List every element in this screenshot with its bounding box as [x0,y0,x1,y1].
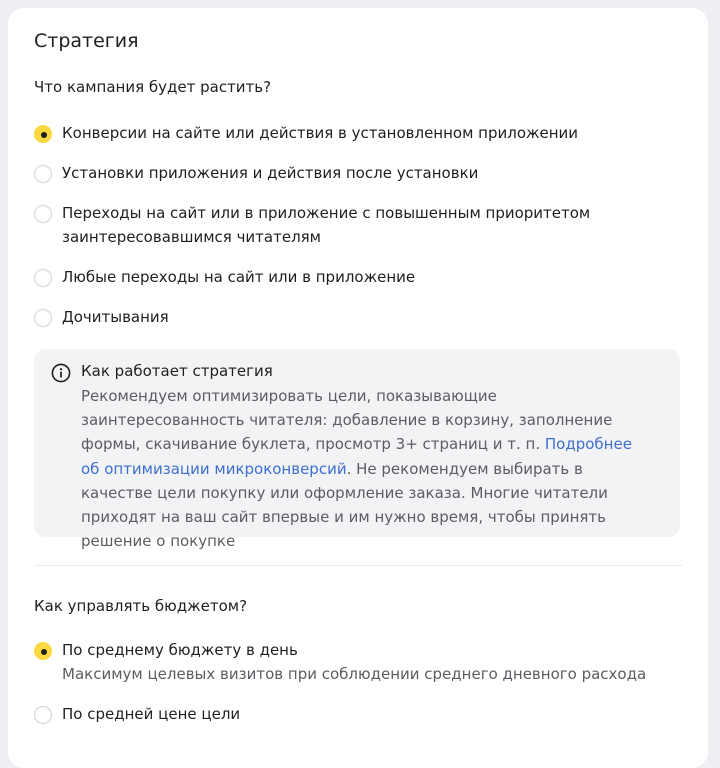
radio-label: По среднему бюджету в день [62,641,298,659]
microconversions-link[interactable]: Подробнее об оптимизации микроконверсий [81,435,632,478]
radio-option-any-clicks[interactable] [34,268,684,289]
info-text [81,384,650,553]
strategy-info-box [34,349,680,551]
card-title: Стратегия [34,30,139,52]
radio-option-app-installs[interactable] [34,164,684,185]
section-divider [34,565,682,566]
info-text-end: . Не рекомендуем выбирать в качестве цели покупку или оформление заказа. Многие читатели приходят на ваш сайт впервые и им нужно время, чтобы принять решение о покупке [81,459,608,551]
radio-label: Переходы на сайт или в приложение с повышенным приоритетом заинтересовавшимся читателям [62,204,591,246]
radio-option-daily-budget[interactable] [34,641,684,686]
growth-question: Что кампания будет растить? [34,78,272,96]
radio-option-read-throughs[interactable] [34,308,684,329]
radio-content [62,638,646,686]
radio-option-conversions[interactable] [34,124,684,145]
info-text-start: Рекомендуем оптимизировать цели, показывающие заинтересованность читателя: добавление в корзину, заполнение формы, скачивание буклета, просмотр 3+ страниц и т. п. [81,387,613,454]
radio-label: Дочитывания [62,308,169,326]
radio-option-avg-goal-cost[interactable] [34,705,684,726]
radio-label: По средней цене цели [62,705,241,723]
radio-button[interactable] [34,642,52,660]
radio-button[interactable] [34,309,52,327]
radio-description: Максимум целевых визитов при соблюдении среднего дневного расхода [62,665,647,683]
radio-button[interactable] [34,706,52,724]
radio-button[interactable] [34,205,52,223]
radio-label: Установки приложения и действия после установки [62,164,479,182]
info-icon [51,363,71,383]
radio-label: Любые переходы на сайт или в приложение [62,268,416,286]
info-title: Как работает стратегия [81,362,273,380]
radio-button[interactable] [34,165,52,183]
strategy-card [8,8,708,768]
radio-option-priority-clicks[interactable] [34,204,598,249]
radio-label: Конверсии на сайте или действия в установленном приложении [62,124,579,142]
radio-button[interactable] [34,125,52,143]
radio-button[interactable] [34,269,52,287]
budget-question: Как управлять бюджетом? [34,597,248,615]
